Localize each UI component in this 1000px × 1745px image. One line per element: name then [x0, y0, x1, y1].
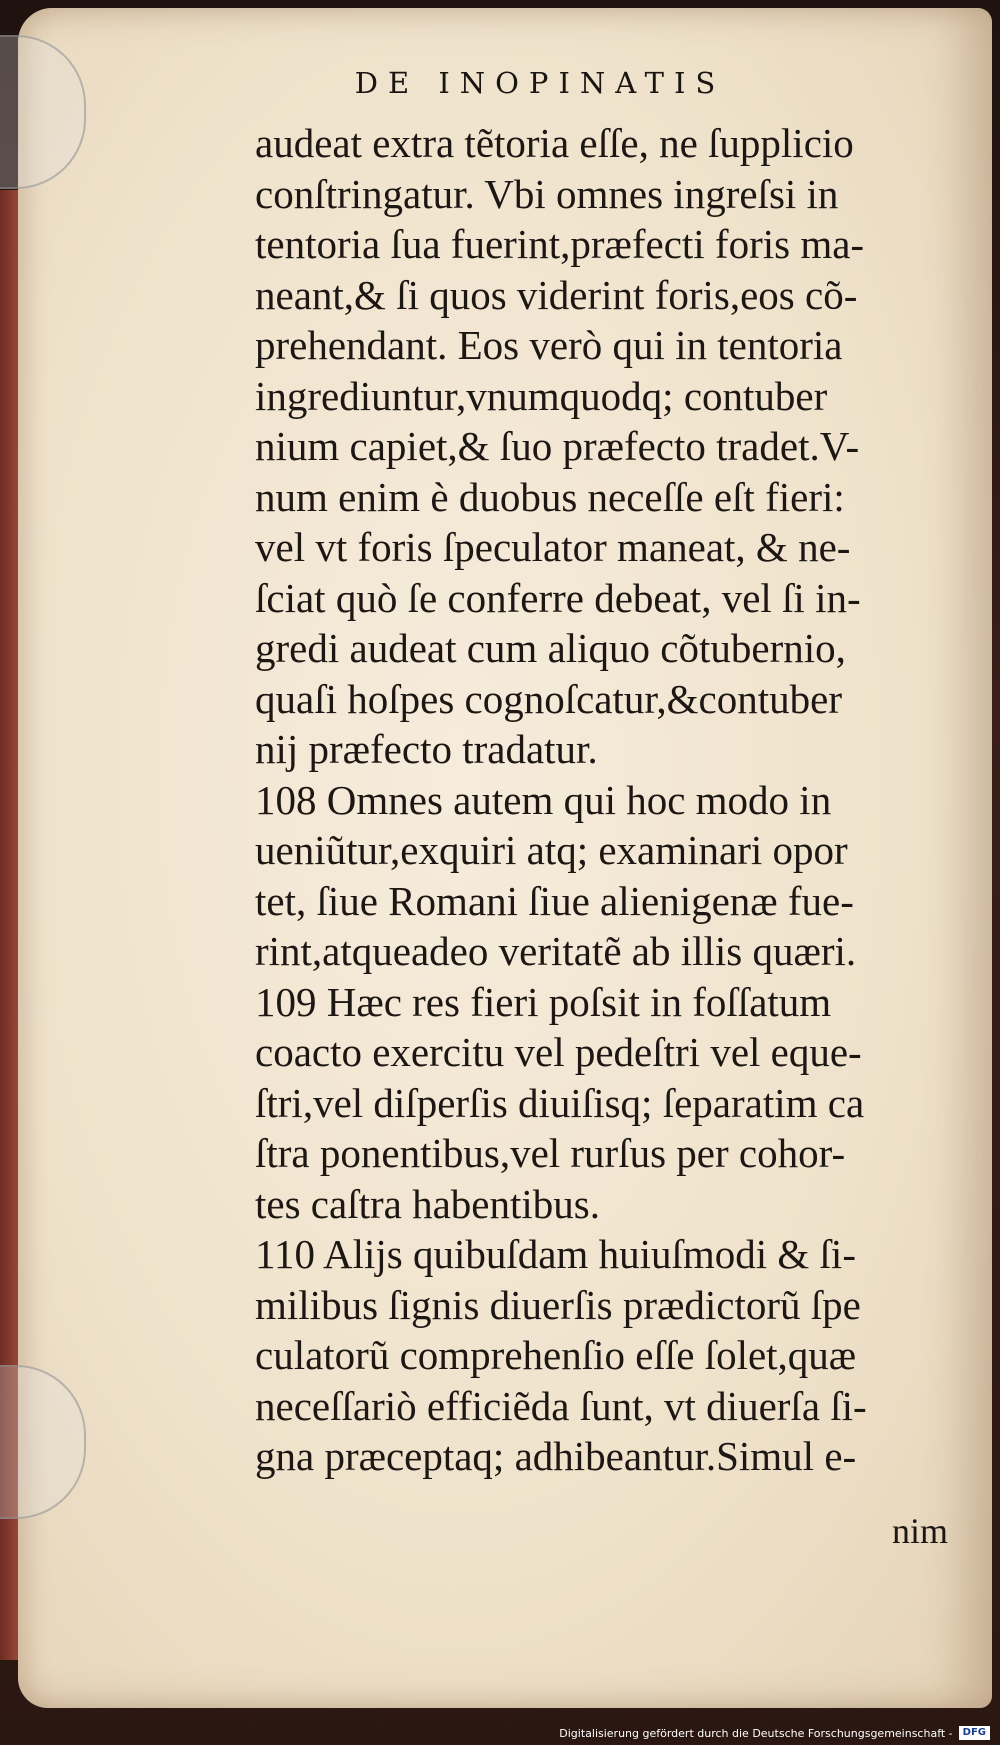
running-head: DE INOPINATIS: [354, 66, 726, 100]
text-line: ſtri,vel diſperſis diuiſisq; ſeparatim ca: [255, 1079, 865, 1126]
dfg-logo: DFG: [959, 1726, 990, 1740]
catchword: nim: [892, 1511, 949, 1551]
text-line: 108 Omnes autem qui hoc modo in: [255, 776, 832, 823]
text-line: ſciat quò ſe conferre debeat, vel ſi in-: [255, 574, 861, 621]
text-line: quaſi hoſpes cognoſcatur,&contuber: [255, 675, 842, 722]
text-line: nij præfecto tradatur.: [255, 726, 598, 772]
text-line: neceſſariò efficiẽda ſunt, vt diuerſa ſi-: [255, 1382, 867, 1429]
text-line: milibus ſignis diuerſis prædictorũ ſpe: [255, 1281, 861, 1328]
text-line: ſtra ponentibus,vel rurſus per cohor-: [255, 1130, 846, 1176]
text-line: tentoria ſua fuerint,præfecti foris ma-: [255, 221, 865, 267]
text-line: 109 Hæc res fieri poſsit in foſſatum: [255, 978, 832, 1025]
text-line: 110 Alijs quibuſdam huiuſmodi & ſi-: [255, 1231, 856, 1277]
text-line: ingrediuntur,vnumquodq; contuber: [255, 372, 828, 419]
text-line: ueniũtur,exquiri atq; examinari opor: [255, 827, 848, 873]
text-line: gna præceptaq; adhibeantur.Simul e-: [255, 1433, 857, 1479]
text-line: tes caſtra habentibus.: [255, 1180, 600, 1227]
credit-text: Digitalisierung gefördert durch die Deutsche Forschungsgemeinschaft -: [559, 1726, 953, 1740]
text-line: conſtringatur. Vbi omnes ingreſsi in: [255, 170, 839, 217]
text-line: neant,& ſi quos viderint foris,eos cõ-: [255, 271, 858, 318]
text-line: rint,atqueadeo veritatẽ ab illis quæri.: [255, 928, 857, 974]
text-line: culatorũ comprehenſio eſſe ſolet,quæ: [255, 1332, 857, 1378]
text-line: prehendant. Eos verò qui in tentoria: [255, 322, 843, 368]
text-line: vel vt foris ſpeculator maneat, & ne-: [255, 524, 851, 570]
text-block: [255, 118, 945, 1482]
text-line: nium capiet,& ſuo præfecto tradet.V-: [255, 423, 860, 469]
digitization-credit: [559, 1726, 990, 1740]
text-line: tet, ſiue Romani ſiue alienigenæ fue-: [255, 877, 854, 924]
text-line: gredi audeat cum aliquo cõtubernio,: [255, 625, 846, 671]
text-line: num enim è duobus neceſſe eſt fieri:: [255, 473, 845, 520]
text-line: coacto exercitu vel pedeſtri vel eque-: [255, 1029, 862, 1075]
text-line: audeat extra tẽtoria eſſe, ne ſupplicio: [255, 120, 854, 166]
